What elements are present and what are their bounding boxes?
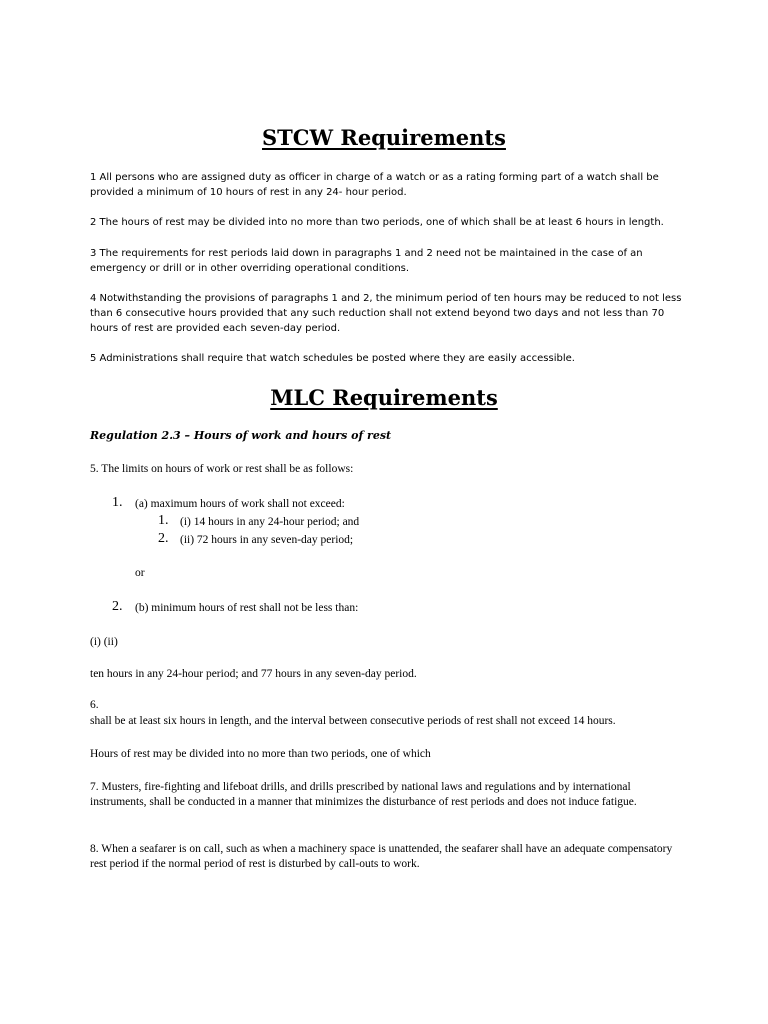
paragraph-8: 8. When a seafarer is on call, such as when a machinery space is unattended, the seafarer shall have an adequate compensatory rest period if the normal period of rest is disturbed by call-outs to work. <box>90 843 673 870</box>
stcw-paragraph-5: 5 Administrations shall require that watch schedules be posted where they are easily accessible. <box>90 353 575 364</box>
item-1-number: 1. <box>112 495 123 510</box>
subitem-1-text: (i) 14 hours in any 24-hour period; and <box>180 516 360 528</box>
subitem-2-number: 2. <box>158 531 169 546</box>
stcw-paragraph-4: 4 Notwithstanding the provisions of paragraphs 1 and 2, the minimum period of ten hours may be reduced to not less than 6 consecutive hours provided that any such reduction shall not extend beyond two days and not less than 70 hours of rest are provided each seven-day period. <box>90 293 682 334</box>
item-1-text: (a) maximum hours of work shall not exceed: <box>135 498 345 510</box>
stcw-paragraph-2: 2 The hours of rest may be divided into no more than two periods, one of which shall be at least 6 hours in length. <box>90 217 664 228</box>
ten-hours-text: ten hours in any 24-hour period; and 77 hours in any seven-day period. <box>90 668 417 680</box>
subitem-1-number: 1. <box>158 513 169 528</box>
roman-numerals: (i) (ii) <box>90 636 118 648</box>
paragraph-6-text: shall be at least six hours in length, and the interval between consecutive periods of rest shall not exceed 14 hours. <box>90 715 616 727</box>
stcw-heading: STCW Requirements <box>262 125 506 150</box>
subitem-2-text: (ii) 72 hours in any seven-day period; <box>180 534 354 546</box>
item-2-text: (b) minimum hours of rest shall not be less than: <box>135 602 359 614</box>
regulation-title: Regulation 2.3 – Hours of work and hours of rest <box>90 429 392 442</box>
paragraph-7: 7. Musters, fire-fighting and lifeboat drills, and drills prescribed by national laws and regulations and by international instruments, shall be conducted in a manner that minimizes the disturbance of rest periods and does not induce fatigue. <box>90 781 637 808</box>
paragraph-6-number: 6. <box>90 699 99 711</box>
hours-of-rest-text: Hours of rest may be divided into no more than two periods, one of which <box>90 748 431 760</box>
limits-intro: 5. The limits on hours of work or rest shall be as follows: <box>90 463 354 475</box>
or-text: or <box>135 567 145 579</box>
stcw-paragraph-1: 1 All persons who are assigned duty as officer in charge of a watch or as a rating forming part of a watch shall be provided a minimum of 10 hours of rest in any 24- hour period. <box>90 172 659 198</box>
item-2-number: 2. <box>112 599 123 614</box>
stcw-paragraph-3: 3 The requirements for rest periods laid down in paragraphs 1 and 2 need not be maintained in the case of an emergency or drill or in other overriding operational conditions. <box>90 248 643 274</box>
mlc-heading: MLC Requirements <box>270 385 498 410</box>
